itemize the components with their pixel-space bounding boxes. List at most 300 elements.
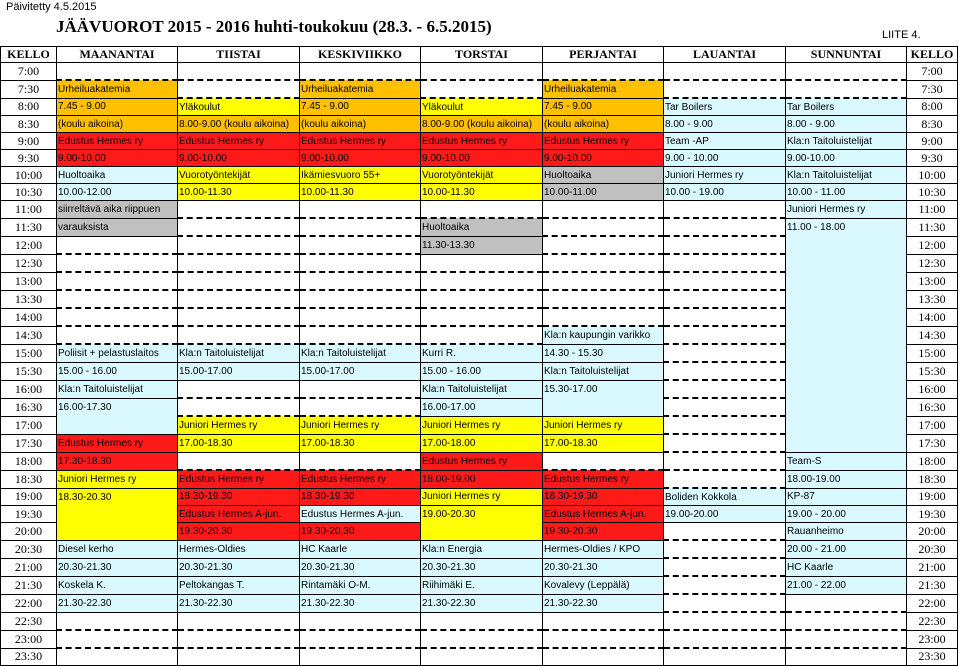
- time-label-right: 7:30: [907, 80, 958, 98]
- slot-saturday: Juniori Hermes ry: [664, 167, 786, 184]
- time-row: [1, 594, 958, 612]
- time-row: [1, 184, 958, 201]
- slot-wednesday: 21.30-22.30: [300, 594, 421, 612]
- slot-thursday: [421, 201, 543, 219]
- slot-tuesday: [178, 63, 300, 81]
- slot-wednesday: [300, 254, 421, 272]
- time-row: [1, 98, 958, 116]
- slot-wednesday: HC Kaarle: [300, 540, 421, 558]
- slot-monday: siirreltävä aika riippuen: [57, 201, 178, 219]
- time-label-left: 21:00: [1, 558, 57, 576]
- slot-sunday: [786, 326, 907, 344]
- slot-tuesday: [178, 236, 300, 254]
- slot-friday: Kovalevy (Leppälä): [543, 576, 664, 594]
- time-label-right: 12:00: [907, 236, 958, 254]
- slot-sunday: 19.00 - 20.00: [786, 506, 907, 523]
- time-label-right: 18:00: [907, 452, 958, 470]
- slot-thursday: 8.00-9.00 (koulu aikoina): [421, 116, 543, 133]
- slot-sunday: [786, 308, 907, 326]
- time-label-left: 14:00: [1, 308, 57, 326]
- slot-friday: 10.00-11.00: [543, 184, 664, 201]
- col-header-friday: PERJANTAI: [543, 47, 664, 63]
- time-row: [1, 362, 958, 380]
- slot-monday: Kla:n Taitoluistelijat: [57, 380, 178, 398]
- col-header-thursday: TORSTAI: [421, 47, 543, 63]
- slot-saturday: [664, 218, 786, 236]
- slot-monday: 15.00 - 16.00: [57, 362, 178, 380]
- time-label-left: 17:30: [1, 434, 57, 452]
- time-row: [1, 523, 958, 541]
- slot-thursday: 18.00-19.00: [421, 470, 543, 488]
- slot-saturday: [664, 362, 786, 380]
- slot-thursday: [421, 272, 543, 290]
- slot-tuesday: Hermes-Oldies: [178, 540, 300, 558]
- slot-monday: [57, 236, 178, 254]
- time-label-left: 12:30: [1, 254, 57, 272]
- slot-monday: varauksista: [57, 218, 178, 236]
- slot-wednesday: [300, 398, 421, 416]
- slot-friday: Juniori Hermes ry: [543, 416, 664, 434]
- time-label-right: 8:30: [907, 116, 958, 133]
- slot-sunday: [786, 80, 907, 98]
- slot-saturday: [664, 630, 786, 648]
- col-header-tuesday: TIISTAI: [178, 47, 300, 63]
- slot-monday: 16.00-17.30: [57, 398, 178, 416]
- slot-thursday: 16.00-17.00: [421, 398, 543, 416]
- time-row: [1, 326, 958, 344]
- slot-sunday: [786, 236, 907, 254]
- time-label-right: 7:00: [907, 63, 958, 81]
- slot-wednesday: [300, 272, 421, 290]
- slot-wednesday: 18.30-19.30: [300, 488, 421, 506]
- time-row: [1, 434, 958, 452]
- slot-friday: 7.45 - 9.00: [543, 98, 664, 116]
- slot-monday: Juniori Hermes ry: [57, 470, 178, 488]
- slot-tuesday: [178, 80, 300, 98]
- time-row: [1, 133, 958, 150]
- time-label-right: 15:30: [907, 362, 958, 380]
- slot-wednesday: [300, 452, 421, 470]
- slot-tuesday: 19.30-20.30: [178, 523, 300, 541]
- slot-friday: Urheiluakatemia: [543, 80, 664, 98]
- schedule-table: [0, 46, 958, 666]
- slot-monday: Diesel kerho: [57, 540, 178, 558]
- slot-tuesday: Vuorotyöntekijät: [178, 167, 300, 184]
- time-label-left: 7:00: [1, 63, 57, 81]
- time-row: [1, 272, 958, 290]
- slot-saturday: 8.00 - 9.00: [664, 116, 786, 133]
- time-row: [1, 201, 958, 219]
- col-header-monday: MAANANTAI: [57, 47, 178, 63]
- slot-tuesday: [178, 398, 300, 416]
- col-header-sunday: SUNNUNTAI: [786, 47, 907, 63]
- slot-sunday: [786, 398, 907, 416]
- slot-friday: [543, 308, 664, 326]
- slot-tuesday: Edustus Hermes ry: [178, 470, 300, 488]
- time-label-right: 21:30: [907, 576, 958, 594]
- slot-monday: [57, 63, 178, 81]
- slot-friday: Hermes-Oldies / KPO: [543, 540, 664, 558]
- time-label-right: 8:00: [907, 98, 958, 116]
- slot-thursday: Riihimäki E.: [421, 576, 543, 594]
- slot-saturday: [664, 594, 786, 612]
- slot-friday: 18.30-19.30: [543, 488, 664, 506]
- slot-thursday: [421, 648, 543, 666]
- slot-wednesday: [300, 308, 421, 326]
- slot-wednesday: 9.00-10.00: [300, 150, 421, 167]
- slot-sunday: 10.00 - 11.00: [786, 184, 907, 201]
- slot-monday: [57, 612, 178, 630]
- time-label-left: 19:30: [1, 506, 57, 523]
- time-label-right: 21:00: [907, 558, 958, 576]
- slot-saturday: [664, 254, 786, 272]
- slot-friday: [543, 272, 664, 290]
- slot-sunday: [786, 648, 907, 666]
- time-row: [1, 150, 958, 167]
- slot-friday: [543, 236, 664, 254]
- slot-sunday: [786, 416, 907, 434]
- slot-wednesday: (koulu aikoina): [300, 116, 421, 133]
- slot-wednesday: Urheiluakatemia: [300, 80, 421, 98]
- slot-tuesday: Yläkoulut: [178, 98, 300, 116]
- slot-wednesday: [300, 380, 421, 398]
- slot-wednesday: 19.30-20.30: [300, 523, 421, 541]
- time-label-right: 19:00: [907, 488, 958, 506]
- slot-saturday: [664, 80, 786, 98]
- time-label-left: 8:00: [1, 98, 57, 116]
- slot-tuesday: [178, 308, 300, 326]
- slot-sunday: 9.00-10.00: [786, 150, 907, 167]
- slot-saturday: [664, 523, 786, 541]
- slot-saturday: [664, 398, 786, 416]
- slot-tuesday: 18.30-19.30: [178, 488, 300, 506]
- slot-tuesday: 8.00-9.00 (koulu aikoina): [178, 116, 300, 133]
- slot-wednesday: 15.00-17.00: [300, 362, 421, 380]
- time-label-left: 17:00: [1, 416, 57, 434]
- slot-tuesday: [178, 272, 300, 290]
- time-label-right: 22:30: [907, 612, 958, 630]
- slot-friday: Kla:n kaupungin varikko: [543, 326, 664, 344]
- time-label-right: 20:00: [907, 523, 958, 541]
- time-row: [1, 290, 958, 308]
- time-label-left: 19:00: [1, 488, 57, 506]
- slot-saturday: [664, 344, 786, 362]
- time-label-right: 13:00: [907, 272, 958, 290]
- time-row: [1, 116, 958, 133]
- time-label-left: 8:30: [1, 116, 57, 133]
- time-label-right: 12:30: [907, 254, 958, 272]
- slot-tuesday: [178, 452, 300, 470]
- slot-wednesday: [300, 612, 421, 630]
- time-row: [1, 236, 958, 254]
- slot-sunday: Kla:n Taitoluistelijat: [786, 133, 907, 150]
- time-row: [1, 254, 958, 272]
- time-label-left: 21:30: [1, 576, 57, 594]
- time-label-left: 9:00: [1, 133, 57, 150]
- time-label-left: 14:30: [1, 326, 57, 344]
- slot-thursday: 11.30-13.30: [421, 236, 543, 254]
- slot-sunday: [786, 434, 907, 452]
- slot-wednesday: 10.00-11.30: [300, 184, 421, 201]
- slot-saturday: [664, 380, 786, 398]
- slot-monday: [57, 506, 178, 523]
- slot-monday: [57, 308, 178, 326]
- time-row: [1, 648, 958, 666]
- slot-saturday: [664, 416, 786, 434]
- slot-thursday: [421, 630, 543, 648]
- time-label-right: 14:30: [907, 326, 958, 344]
- slot-monday: 9.00-10.00: [57, 150, 178, 167]
- slot-monday: [57, 272, 178, 290]
- slot-friday: [543, 648, 664, 666]
- slot-saturday: [664, 326, 786, 344]
- col-header-wednesday: KESKIVIIKKO: [300, 47, 421, 63]
- time-label-right: 17:00: [907, 416, 958, 434]
- slot-thursday: [421, 612, 543, 630]
- time-label-right: 10:00: [907, 167, 958, 184]
- slot-tuesday: Edustus Hermes ry: [178, 133, 300, 150]
- time-label-right: 17:30: [907, 434, 958, 452]
- slot-tuesday: [178, 648, 300, 666]
- slot-sunday: Rauanheimo: [786, 523, 907, 541]
- slot-monday: 21.30-22.30: [57, 594, 178, 612]
- slot-saturday: Tar Boilers: [664, 98, 786, 116]
- time-label-left: 13:00: [1, 272, 57, 290]
- slot-friday: 20.30-21.30: [543, 558, 664, 576]
- time-label-left: 11:30: [1, 218, 57, 236]
- time-row: [1, 470, 958, 488]
- time-label-left: 16:00: [1, 380, 57, 398]
- slot-monday: 18.30-20.30: [57, 488, 178, 506]
- slot-monday: 20.30-21.30: [57, 558, 178, 576]
- time-row: [1, 576, 958, 594]
- slot-friday: [543, 398, 664, 416]
- time-row: [1, 380, 958, 398]
- updated-date: Päivitetty 4.5.2015: [6, 1, 97, 13]
- slot-monday: [57, 254, 178, 272]
- slot-monday: Edustus Hermes ry: [57, 434, 178, 452]
- time-label-right: 23:00: [907, 630, 958, 648]
- time-label-right: 18:30: [907, 470, 958, 488]
- slot-saturday: [664, 434, 786, 452]
- slot-monday: Edustus Hermes ry: [57, 133, 178, 150]
- slot-tuesday: [178, 380, 300, 398]
- time-row: [1, 558, 958, 576]
- time-label-left: 15:00: [1, 344, 57, 362]
- slot-saturday: [664, 576, 786, 594]
- slot-sunday: [786, 254, 907, 272]
- slot-monday: [57, 290, 178, 308]
- slot-friday: [543, 630, 664, 648]
- page-title: JÄÄVUOROT 2015 - 2016 huhti-toukokuu (28.3. - 6.5.2015): [56, 17, 492, 36]
- slot-tuesday: [178, 201, 300, 219]
- slot-thursday: Kla:n Taitoluistelijat: [421, 380, 543, 398]
- time-label-right: 23:30: [907, 648, 958, 666]
- slot-friday: Edustus Hermes ry: [543, 470, 664, 488]
- slot-friday: [543, 218, 664, 236]
- time-label-left: 22:30: [1, 612, 57, 630]
- slot-friday: (koulu aikoina): [543, 116, 664, 133]
- slot-sunday: KP-87: [786, 488, 907, 506]
- slot-tuesday: 9.00-10.00: [178, 150, 300, 167]
- slot-sunday: Kla:n Taitoluistelijat: [786, 167, 907, 184]
- schedule-body: [1, 63, 958, 666]
- slot-sunday: [786, 612, 907, 630]
- slot-wednesday: Edustus Hermes ry: [300, 470, 421, 488]
- slot-saturday: 10.00 - 19.00: [664, 184, 786, 201]
- slot-saturday: 19.00-20.00: [664, 506, 786, 523]
- slot-friday: Huoltoaika: [543, 167, 664, 184]
- time-label-left: 22:00: [1, 594, 57, 612]
- time-row: [1, 540, 958, 558]
- slot-tuesday: Kla:n Taitoluistelijat: [178, 344, 300, 362]
- time-label-left: 12:00: [1, 236, 57, 254]
- time-label-right: 16:30: [907, 398, 958, 416]
- slot-monday: Koskela K.: [57, 576, 178, 594]
- slot-friday: [543, 452, 664, 470]
- slot-sunday: Team-S: [786, 452, 907, 470]
- time-label-right: 14:00: [907, 308, 958, 326]
- col-header-kello-left: KELLO: [1, 47, 57, 63]
- time-row: [1, 488, 958, 506]
- time-label-left: 23:00: [1, 630, 57, 648]
- time-label-left: 10:00: [1, 167, 57, 184]
- time-label-left: 11:00: [1, 201, 57, 219]
- slot-friday: [543, 63, 664, 81]
- slot-wednesday: Ikämiesvuoro 55+: [300, 167, 421, 184]
- slot-saturday: Boliden Kokkola: [664, 488, 786, 506]
- slot-wednesday: Edustus Hermes A-jun.: [300, 506, 421, 523]
- time-label-left: 10:30: [1, 184, 57, 201]
- slot-thursday: Kurri R.: [421, 344, 543, 362]
- slot-thursday: [421, 254, 543, 272]
- slot-wednesday: Kla:n Taitoluistelijat: [300, 344, 421, 362]
- slot-friday: 9.00-10.00: [543, 150, 664, 167]
- slot-tuesday: [178, 630, 300, 648]
- appendix-label: LIITE 4.: [882, 29, 921, 41]
- slot-thursday: Juniori Hermes ry: [421, 488, 543, 506]
- slot-monday: [57, 326, 178, 344]
- slot-tuesday: 20.30-21.30: [178, 558, 300, 576]
- time-label-right: 22:00: [907, 594, 958, 612]
- slot-thursday: Edustus Hermes ry: [421, 452, 543, 470]
- slot-thursday: [421, 523, 543, 541]
- time-row: [1, 630, 958, 648]
- slot-tuesday: 21.30-22.30: [178, 594, 300, 612]
- slot-sunday: [786, 344, 907, 362]
- slot-wednesday: Juniori Hermes ry: [300, 416, 421, 434]
- slot-saturday: [664, 63, 786, 81]
- time-label-right: 15:00: [907, 344, 958, 362]
- slot-monday: [57, 416, 178, 434]
- time-row: [1, 308, 958, 326]
- slot-thursday: 10.00-11.30: [421, 184, 543, 201]
- slot-tuesday: [178, 612, 300, 630]
- slot-sunday: [786, 630, 907, 648]
- slot-monday: (koulu aikoina): [57, 116, 178, 133]
- slot-friday: [543, 290, 664, 308]
- slot-wednesday: [300, 290, 421, 308]
- slot-wednesday: [300, 630, 421, 648]
- slot-saturday: [664, 612, 786, 630]
- time-row: [1, 63, 958, 81]
- slot-thursday: [421, 290, 543, 308]
- slot-wednesday: [300, 63, 421, 81]
- col-header-saturday: LAUANTAI: [664, 47, 786, 63]
- slot-sunday: [786, 63, 907, 81]
- time-row: [1, 80, 958, 98]
- time-label-left: 20:00: [1, 523, 57, 541]
- slot-monday: Poliisit + pelastuslaitos: [57, 344, 178, 362]
- slot-friday: Edustus Hermes ry: [543, 133, 664, 150]
- time-row: [1, 398, 958, 416]
- slot-monday: 10.00-12.00: [57, 184, 178, 201]
- slot-saturday: 9.00 - 10.00: [664, 150, 786, 167]
- slot-thursday: 21.30-22.30: [421, 594, 543, 612]
- time-label-right: 19:30: [907, 506, 958, 523]
- slot-sunday: Tar Boilers: [786, 98, 907, 116]
- slot-tuesday: [178, 218, 300, 236]
- time-row: [1, 344, 958, 362]
- slot-saturday: [664, 452, 786, 470]
- slot-tuesday: Peltokangas T.: [178, 576, 300, 594]
- time-label-right: 9:30: [907, 150, 958, 167]
- slot-thursday: 20.30-21.30: [421, 558, 543, 576]
- slot-wednesday: [300, 201, 421, 219]
- time-label-left: 16:30: [1, 398, 57, 416]
- slot-thursday: Yläkoulut: [421, 98, 543, 116]
- time-label-left: 9:30: [1, 150, 57, 167]
- time-label-right: 11:30: [907, 218, 958, 236]
- time-label-right: 9:00: [907, 133, 958, 150]
- slot-sunday: [786, 362, 907, 380]
- slot-tuesday: 17.00-18.30: [178, 434, 300, 452]
- slot-thursday: Huoltoaika: [421, 218, 543, 236]
- slot-wednesday: [300, 326, 421, 344]
- slot-friday: Edustus Hermes A-jun.: [543, 506, 664, 523]
- slot-friday: 21.30-22.30: [543, 594, 664, 612]
- slot-saturday: Team -AP: [664, 133, 786, 150]
- slot-tuesday: 10.00-11.30: [178, 184, 300, 201]
- slot-saturday: [664, 540, 786, 558]
- time-label-right: 10:30: [907, 184, 958, 201]
- slot-wednesday: Edustus Hermes ry: [300, 133, 421, 150]
- slot-saturday: [664, 470, 786, 488]
- time-row: [1, 218, 958, 236]
- time-row: [1, 167, 958, 184]
- slot-monday: 17.30-18.30: [57, 452, 178, 470]
- slot-thursday: [421, 308, 543, 326]
- slot-sunday: HC Kaarle: [786, 558, 907, 576]
- slot-friday: 14.30 - 15.30: [543, 344, 664, 362]
- time-row: [1, 416, 958, 434]
- slot-saturday: [664, 648, 786, 666]
- slot-thursday: [421, 80, 543, 98]
- slot-sunday: 20.00 - 21.00: [786, 540, 907, 558]
- slot-wednesday: 17.00-18.30: [300, 434, 421, 452]
- slot-sunday: [786, 380, 907, 398]
- slot-saturday: [664, 236, 786, 254]
- slot-thursday: 9.00-10.00: [421, 150, 543, 167]
- time-label-right: 20:30: [907, 540, 958, 558]
- slot-saturday: [664, 308, 786, 326]
- slot-wednesday: [300, 648, 421, 666]
- slot-wednesday: [300, 218, 421, 236]
- slot-friday: 15.30-17.00: [543, 380, 664, 398]
- slot-tuesday: Juniori Hermes ry: [178, 416, 300, 434]
- slot-thursday: Edustus Hermes ry: [421, 133, 543, 150]
- slot-thursday: [421, 326, 543, 344]
